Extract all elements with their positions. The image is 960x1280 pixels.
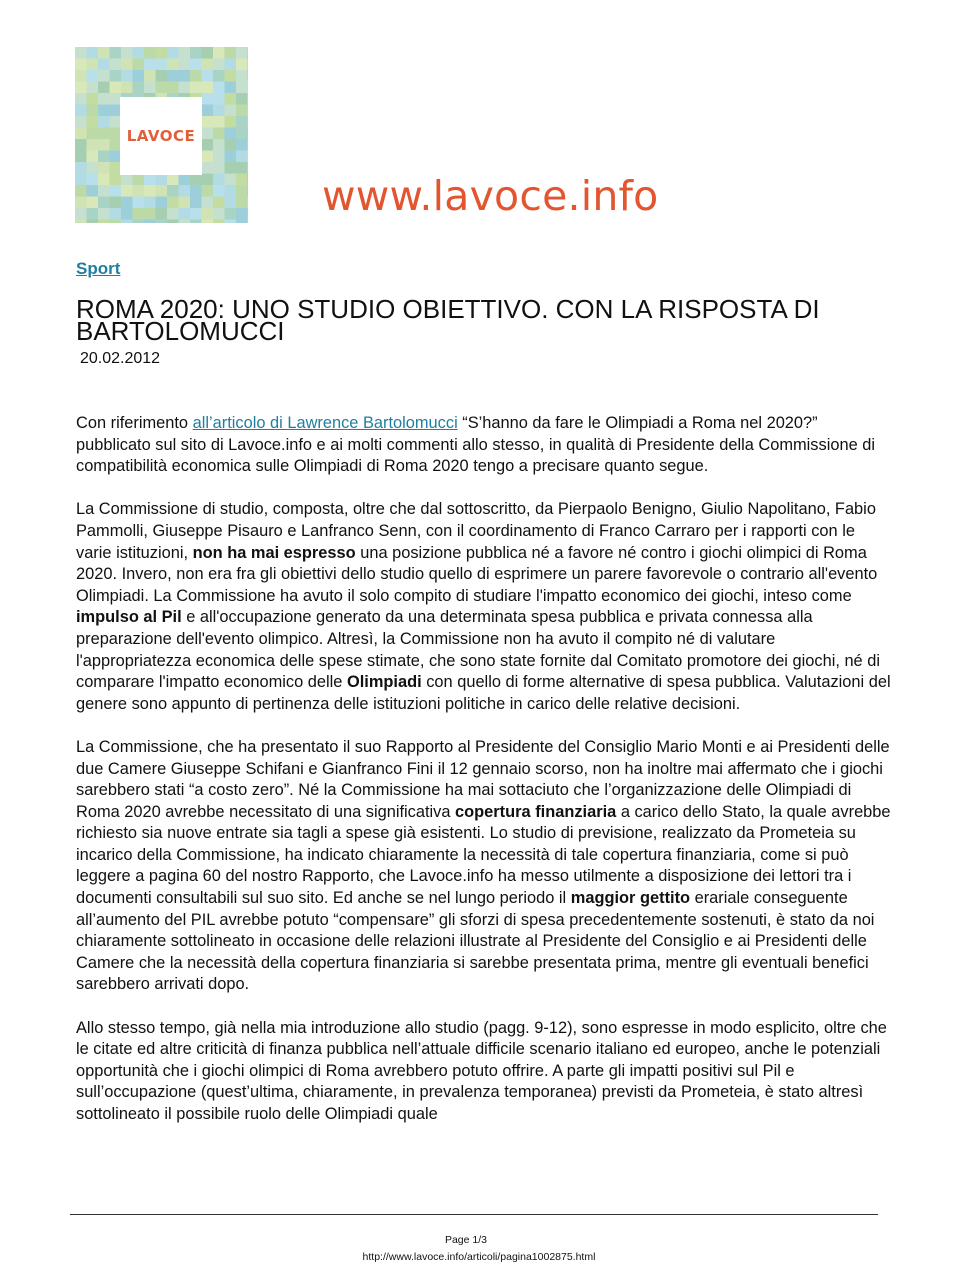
mosaic-tile: [110, 174, 122, 186]
mosaic-tile: [190, 47, 202, 59]
mosaic-tile: [213, 128, 225, 140]
p2-bold-3: Olimpiadi: [346, 673, 422, 692]
mosaic-tile: [202, 208, 214, 220]
mosaic-tile: [110, 59, 122, 71]
mosaic-tile: [190, 208, 202, 220]
mosaic-tile: [144, 47, 156, 59]
mosaic-tile: [75, 162, 87, 174]
site-logo[interactable]: [75, 47, 248, 223]
mosaic-tile: [75, 220, 87, 224]
article-title: ROMA 2020: UNO STUDIO OBIETTIVO. CON LA RISPOSTA DI BARTOLOMUCCI: [76, 294, 820, 346]
mosaic-tile: [248, 93, 249, 105]
mosaic-tile: [75, 82, 87, 94]
mosaic-tile: [87, 105, 99, 117]
mosaic-tile: [144, 185, 156, 197]
page-number: Page 1/3: [444, 1234, 488, 1246]
mosaic-tile: [225, 93, 237, 105]
mosaic-tile: [156, 70, 168, 82]
mosaic-tile: [248, 185, 249, 197]
mosaic-tile: [190, 185, 202, 197]
mosaic-tile: [190, 70, 202, 82]
mosaic-tile: [190, 197, 202, 209]
paragraph-2: [76, 499, 891, 715]
mosaic-tile: [225, 151, 237, 163]
mosaic-tile: [236, 174, 248, 186]
mosaic-tile: [202, 105, 214, 117]
mosaic-tile: [110, 82, 122, 94]
mosaic-tile: [236, 47, 248, 59]
mosaic-tile: [179, 174, 191, 186]
mosaic-tile: [179, 70, 191, 82]
p2-bold-1: non ha mai espresso: [192, 543, 356, 562]
mosaic-tile: [87, 151, 99, 163]
mosaic-tile: [98, 59, 110, 71]
mosaic-tile: [133, 82, 145, 94]
mosaic-tile: [202, 174, 214, 186]
mosaic-tile: [248, 208, 249, 220]
p2-text-b: una posizione pubblica né a favore né contro i giochi olimpici di Roma 2020. Invero, non era fra gli obiettivi dello studio quello di esprimere un parere favorevole o contrario all'evento Olimpiadi. La Commissione ha avuto il solo compito di studiare l'impatto economico dei giochi, inteso come: [76, 543, 878, 605]
mosaic-tile: [98, 82, 110, 94]
mosaic-tile: [144, 59, 156, 71]
mosaic-tile: [156, 220, 168, 224]
mosaic-tile: [121, 220, 133, 224]
mosaic-tile: [179, 185, 191, 197]
mosaic-tile: [213, 82, 225, 94]
mosaic-tile: [213, 151, 225, 163]
mosaic-tile: [167, 220, 179, 224]
mosaic-tile: [98, 185, 110, 197]
p3-bold-1: copertura finanziaria: [455, 802, 617, 821]
mosaic-tile: [225, 139, 237, 151]
mosaic-tile: [202, 220, 214, 224]
mosaic-tile: [248, 197, 249, 209]
mosaic-tile: [167, 59, 179, 71]
footer-divider: [70, 1214, 878, 1215]
mosaic-tile: [75, 105, 87, 117]
mosaic-tile: [144, 220, 156, 224]
mosaic-tile: [87, 128, 99, 140]
mosaic-tile: [236, 197, 248, 209]
mosaic-tile: [202, 151, 214, 163]
mosaic-tile: [87, 220, 99, 224]
mosaic-tile: [179, 82, 191, 94]
mosaic-tile: [167, 47, 179, 59]
mosaic-tile: [225, 197, 237, 209]
mosaic-tile: [248, 162, 249, 174]
mosaic-tile: [75, 70, 87, 82]
mosaic-tile: [98, 151, 110, 163]
mosaic-tile: [225, 82, 237, 94]
mosaic-tile: [179, 47, 191, 59]
mosaic-tile: [75, 151, 87, 163]
mosaic-tile: [236, 59, 248, 71]
mosaic-tile: [87, 197, 99, 209]
mosaic-tile: [213, 208, 225, 220]
mosaic-tile: [248, 82, 249, 94]
mosaic-tile: [121, 174, 133, 186]
mosaic-tile: [236, 116, 248, 128]
mosaic-tile: [202, 93, 214, 105]
mosaic-tile: [98, 139, 110, 151]
mosaic-tile: [75, 185, 87, 197]
mosaic-tile: [98, 197, 110, 209]
mosaic-tile: [248, 70, 249, 82]
mosaic-tile: [179, 59, 191, 71]
mosaic-tile: [87, 208, 99, 220]
paragraph-3: [76, 737, 891, 996]
mosaic-tile: [121, 82, 133, 94]
mosaic-tile: [236, 93, 248, 105]
mosaic-tile: [87, 174, 99, 186]
mosaic-tile: [213, 220, 225, 224]
mosaic-tile: [225, 162, 237, 174]
mosaic-tile: [87, 185, 99, 197]
mosaic-tile: [133, 220, 145, 224]
mosaic-tile: [133, 47, 145, 59]
mosaic-tile: [156, 47, 168, 59]
mosaic-tile: [87, 59, 99, 71]
mosaic-tile: [225, 220, 237, 224]
footer-url: http://www.lavoce.info/articoli/pagina1002875.html: [362, 1251, 596, 1263]
mosaic-tile: [213, 139, 225, 151]
bartolomucci-article-link[interactable]: all’articolo di Lawrence Bartolomucci: [192, 414, 458, 432]
mosaic-tile: [98, 105, 110, 117]
mosaic-tile: [133, 59, 145, 71]
mosaic-tile: [133, 197, 145, 209]
mosaic-tile: [213, 93, 225, 105]
mosaic-tile: [225, 128, 237, 140]
mosaic-tile: [144, 70, 156, 82]
mosaic-tile: [213, 47, 225, 59]
mosaic-tile: [75, 116, 87, 128]
mosaic-tile: [98, 116, 110, 128]
mosaic-tile: [236, 139, 248, 151]
mosaic-tile: [144, 197, 156, 209]
mosaic-tile: [236, 105, 248, 117]
mosaic-tile: [236, 82, 248, 94]
mosaic-tile: [225, 59, 237, 71]
mosaic-tile: [202, 59, 214, 71]
mosaic-tile: [121, 185, 133, 197]
mosaic-tile: [87, 93, 99, 105]
mosaic-tile: [144, 208, 156, 220]
mosaic-tile: [110, 47, 122, 59]
mosaic-tile: [248, 151, 249, 163]
mosaic-tile: [156, 197, 168, 209]
p3-text-b: a carico dello Stato, la quale avrebbe richiesto sia nuove entrate sia tagli a spese già esistenti. Lo studio di previsione, realizzato da Prometeia su incarico della Commissione, ha indicato chiaramente la necessità di tale copertura finanziaria, come si può leggere a pagina 60 del nostro Rapporto, che Lavoce.info ha messo utilmente a disposizione dei lettori tra i documenti consultabili sul suo sito. Ed anche se nel lungo periodo il: [76, 802, 891, 908]
mosaic-tile: [156, 174, 168, 186]
mosaic-tile: [75, 174, 87, 186]
mosaic-tile: [98, 162, 110, 174]
mosaic-tile: [202, 70, 214, 82]
logo-wordmark: LAVOCE: [120, 97, 202, 175]
mosaic-tile: [156, 185, 168, 197]
mosaic-tile: [75, 59, 87, 71]
mosaic-tile: [98, 174, 110, 186]
mosaic-tile: [236, 151, 248, 163]
mosaic-tile: [133, 185, 145, 197]
mosaic-tile: [179, 220, 191, 224]
mosaic-tile: [121, 197, 133, 209]
mosaic-tile: [87, 116, 99, 128]
mosaic-tile: [167, 82, 179, 94]
mosaic-tile: [225, 105, 237, 117]
mosaic-tile: [87, 70, 99, 82]
mosaic-tile: [167, 70, 179, 82]
mosaic-tile: [98, 220, 110, 224]
mosaic-tile: [110, 70, 122, 82]
mosaic-tile: [190, 82, 202, 94]
mosaic-tile: [156, 59, 168, 71]
mosaic-tile: [133, 208, 145, 220]
mosaic-tile: [75, 139, 87, 151]
mosaic-tile: [167, 208, 179, 220]
mosaic-tile: [213, 70, 225, 82]
mosaic-tile: [213, 174, 225, 186]
mosaic-tile: [167, 197, 179, 209]
article-date: 20.02.2012: [80, 350, 161, 367]
category-link[interactable]: Sport: [76, 259, 121, 278]
mosaic-tile: [202, 116, 214, 128]
mosaic-tile: [133, 70, 145, 82]
mosaic-tile: [190, 59, 202, 71]
mosaic-tile: [75, 197, 87, 209]
mosaic-tile: [121, 59, 133, 71]
mosaic-tile: [248, 139, 249, 151]
mosaic-tile: [202, 197, 214, 209]
mosaic-tile: [236, 162, 248, 174]
mosaic-tile: [98, 128, 110, 140]
site-url-banner[interactable]: www.lavoce.info: [322, 172, 659, 220]
mosaic-tile: [167, 174, 179, 186]
mosaic-tile: [144, 174, 156, 186]
p2-text-c: e all'occupazione generato da una determinata spesa pubblica e privata connessa alla preparazione dell'evento olimpico. Altresì, la Commissione non ha avuto il compito né di valutare l'appropriatezza economica delle spese stimate, che sono state fornite dal Comitato promotore dei giochi, né di comparare l'impatto economico delle: [76, 608, 880, 692]
mosaic-tile: [75, 47, 87, 59]
mosaic-tile: [98, 70, 110, 82]
mosaic-tile: [236, 70, 248, 82]
mosaic-tile: [87, 139, 99, 151]
mosaic-tile: [248, 105, 249, 117]
mosaic-tile: [202, 82, 214, 94]
mosaic-tile: [225, 47, 237, 59]
mosaic-tile: [248, 220, 249, 224]
mosaic-tile: [98, 208, 110, 220]
mosaic-tile: [98, 93, 110, 105]
mosaic-tile: [87, 47, 99, 59]
mosaic-tile: [110, 197, 122, 209]
mosaic-tile: [248, 174, 249, 186]
mosaic-tile: [248, 47, 249, 59]
mosaic-tile: [202, 162, 214, 174]
p2-text-a: La Commissione di studio, composta, oltre che dal sottoscritto, da Pierpaolo Benigno, Giulio Napolitano, Fabio Pammolli, Giuseppe Pisauro e Lanfranco Senn, con il coordinamento di Franco Carraro per i rapporti con le varie istituzioni,: [76, 500, 876, 562]
mosaic-tile: [225, 174, 237, 186]
mosaic-tile: [179, 197, 191, 209]
mosaic-tile: [87, 162, 99, 174]
mosaic-tile: [225, 116, 237, 128]
mosaic-tile: [213, 185, 225, 197]
paragraph-1: [76, 413, 891, 478]
mosaic-tile: [225, 185, 237, 197]
mosaic-tile: [202, 47, 214, 59]
p3-text-c: erariale conseguente all’aumento del PIL avrebbe potuto “compensare” gli sforzi di spesa precedentemente sostenuti, è stato da noi chiaramente sottolineato in occasione delle relazioni illustrate al Presidente del Consiglio e ai Presidenti delle Camere che la necessità della copertura finanziaria si sarebbe presentata prima, mentre gli eventuali benefici sarebbero arrivati dopo.: [76, 889, 875, 994]
mosaic-tile: [110, 208, 122, 220]
mosaic-tile: [213, 162, 225, 174]
mosaic-tile: [87, 82, 99, 94]
mosaic-tile: [190, 174, 202, 186]
p2-text-d: con quello di forme alternative di spesa pubblica. Valutazioni del genere sono appunto di pertinenza delle istituzioni politiche in carico delle relative decisioni.: [76, 673, 891, 713]
mosaic-tile: [213, 105, 225, 117]
mosaic-tile: [225, 70, 237, 82]
mosaic-tile: [144, 82, 156, 94]
p2-bold-2: impulso al Pil: [76, 608, 182, 627]
mosaic-tile: [121, 70, 133, 82]
paragraph-4: Allo stesso tempo, già nella mia introduzione allo studio (pagg. 9-12), sono espresse in modo esplicito, oltre che le citate ed altre criticità di finanza pubblica nell’attuale difficile scenario italiano ed europeo, anche le potenziali opportunità che i giochi olimpici di Roma avrebbero potuto offrire. A parte gli impatti positivi sul Pil e sull’occupazione (quest’ultima, chiaramente, in prevalenza temporanea) previsti da Prometeia, è stato altresì sottolineato il possibile ruolo delle Olimpiadi quale: [76, 1018, 887, 1123]
mosaic-tile: [236, 185, 248, 197]
mosaic-tile: [121, 47, 133, 59]
mosaic-tile: [110, 220, 122, 224]
p3-bold-2: maggior gettito: [570, 889, 691, 908]
mosaic-tile: [248, 116, 249, 128]
mosaic-tile: [202, 128, 214, 140]
mosaic-tile: [110, 185, 122, 197]
article-body: [76, 413, 891, 1147]
mosaic-tile: [156, 82, 168, 94]
mosaic-tile: [213, 59, 225, 71]
mosaic-tile: [167, 185, 179, 197]
p3-text-a: La Commissione, che ha presentato il suo Rapporto al Presidente del Consiglio Mario Monti e ai Presidenti delle due Camere Giuseppe Schifani e Gianfranco Fini il 12 gennaio scorso, non ha inoltre mai affermato che i giochi sarebbero stati “a costo zero”. Né la Commissione ha mai sottaciuto che l’organizzazione delle Olimpiadi di Roma 2020 avrebbe necessitato di una significativa: [76, 737, 890, 821]
mosaic-tile: [98, 47, 110, 59]
mosaic-tile: [236, 128, 248, 140]
mosaic-tile: [213, 197, 225, 209]
mosaic-tile: [156, 208, 168, 220]
mosaic-tile: [202, 185, 214, 197]
mosaic-tile: [248, 128, 249, 140]
mosaic-tile: [202, 139, 214, 151]
mosaic-tile: [225, 208, 237, 220]
mosaic-tile: [236, 220, 248, 224]
p1-text-b: “S’hanno da fare le Olimpiadi a Roma nel 2020?” pubblicato sul sito di Lavoce.info e ai molti commenti allo stesso, in qualità di Presidente della Commissione di compatibilità economica sulle Olimpiadi di Roma 2020 tengo a precisare quanto segue.: [76, 414, 875, 476]
mosaic-tile: [190, 220, 202, 224]
mosaic-tile: [236, 208, 248, 220]
mosaic-tile: [248, 59, 249, 71]
mosaic-tile: [75, 93, 87, 105]
mosaic-tile: [75, 208, 87, 220]
mosaic-tile: [133, 174, 145, 186]
mosaic-tile: [213, 116, 225, 128]
mosaic-tile: [179, 208, 191, 220]
mosaic-tile: [75, 128, 87, 140]
mosaic-tile: [121, 208, 133, 220]
p1-text-a: Con riferimento: [76, 414, 193, 432]
